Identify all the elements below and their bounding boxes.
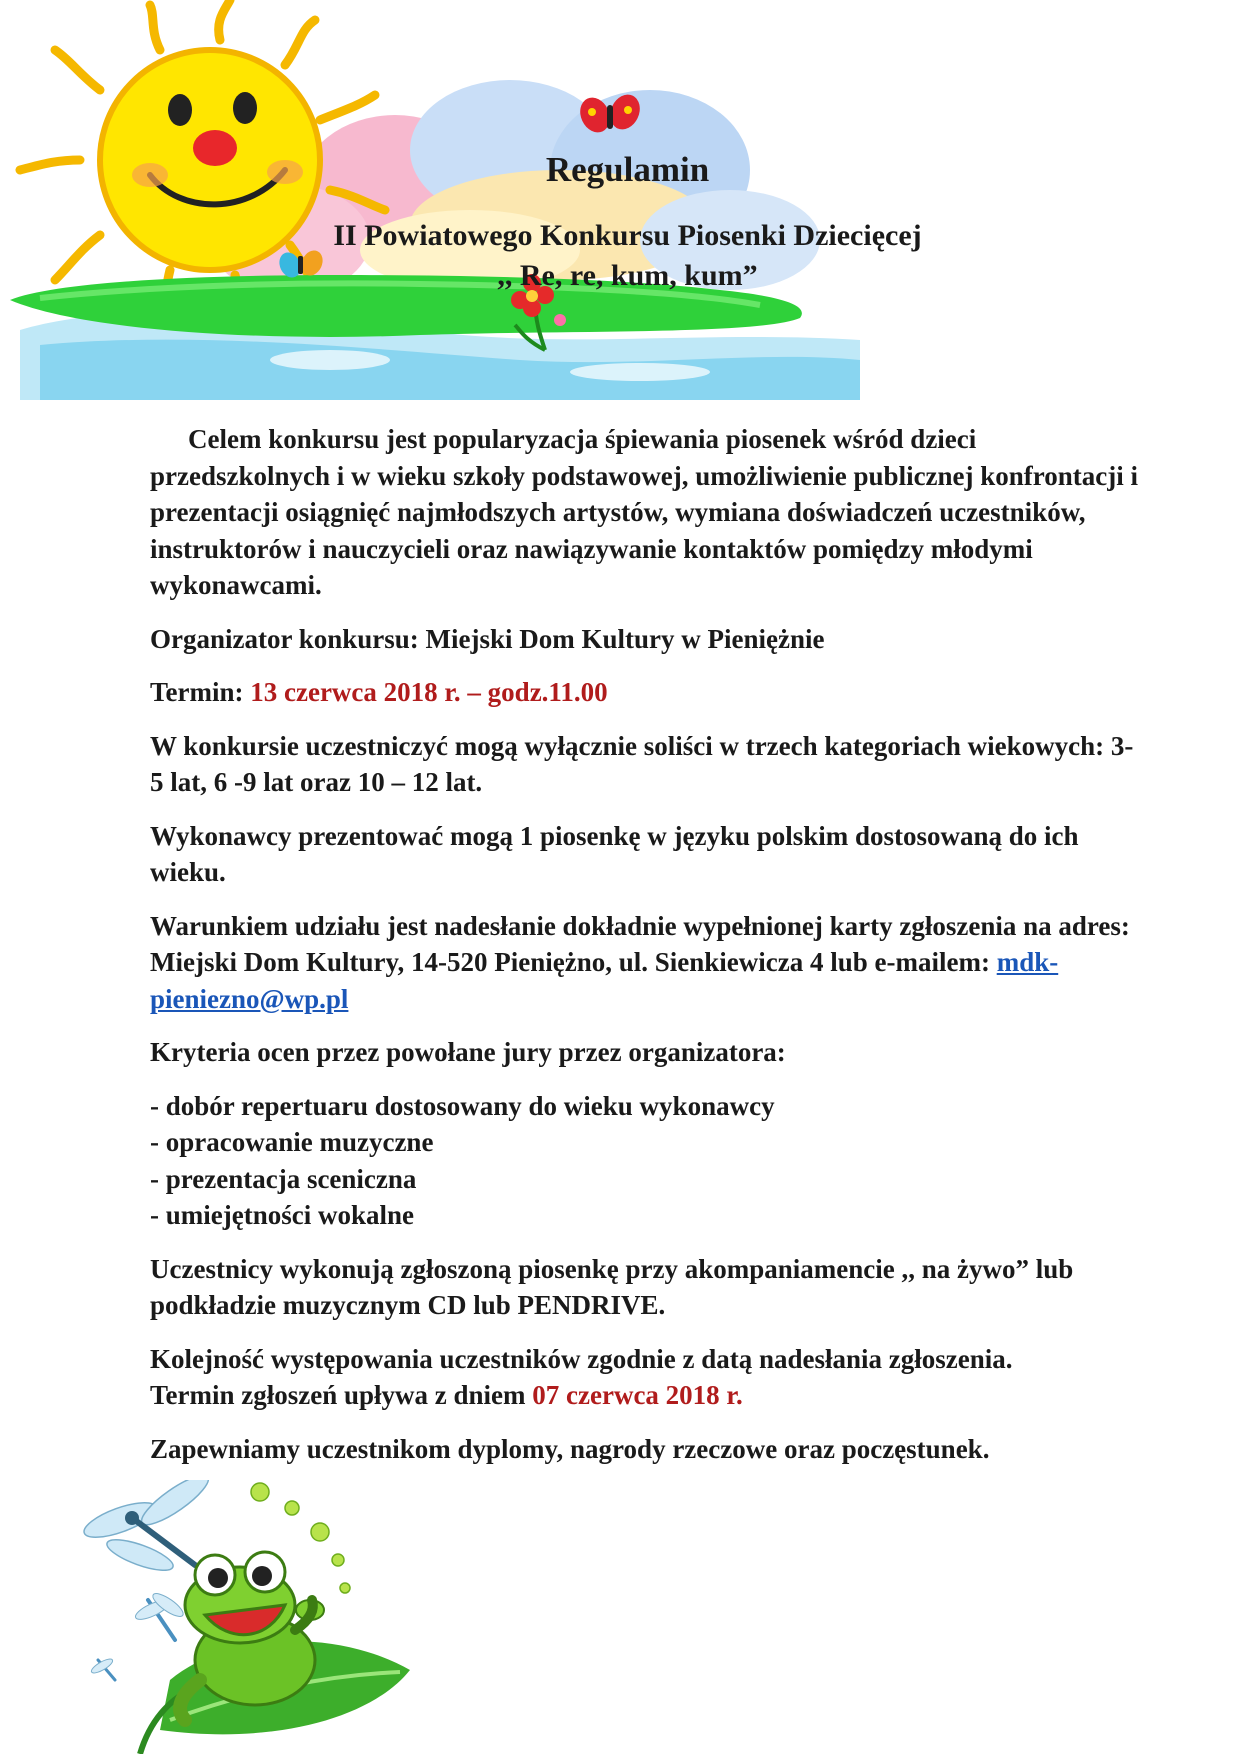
dragonfly-icon: [133, 1590, 186, 1640]
criteria-list: [150, 1088, 1140, 1234]
document-subtitle: [0, 216, 1240, 296]
term-paragraph: [150, 674, 1140, 711]
frog-illustration: [80, 1480, 420, 1754]
subtitle-line-1: II Powiatowego Konkursu Piosenki Dziecięcej: [333, 219, 922, 252]
categories-paragraph: W konkursie uczestniczyć mogą wyłącznie soliści w trzech kategoriach wiekowych: 3-5 lat, 6 -9 lat oraz 10 – 12 lat.: [150, 730, 1134, 797]
document-title: Regulamin: [545, 150, 710, 189]
criteria-item: - prezentacja sceniczna: [150, 1163, 417, 1194]
organizer-paragraph: Organizator konkursu: Miejski Dom Kultury w Pieniężnie: [150, 623, 825, 654]
term-label: Termin:: [150, 677, 251, 707]
criteria-item: - opracowanie muzyczne: [150, 1127, 434, 1157]
rules-content: [150, 421, 1140, 1484]
criteria-intro: Kryteria ocen przez powołane jury przez organizatora:: [150, 1037, 786, 1067]
deadline-label: Termin zgłoszeń upływa z dniem: [150, 1380, 533, 1410]
criteria-item: - dobór repertuaru dostosowany do wieku wykonawcy: [150, 1090, 775, 1121]
prizes-paragraph: Zapewniamy uczestnikom dyplomy, nagrody rzeczowe oraz poczęstunek.: [150, 1433, 990, 1464]
song-paragraph: Wykonawcy prezentować mogą 1 piosenkę w języku polskim dostosowaną do ich wieku.: [150, 820, 1079, 887]
subtitle-line-2: ,, Re, re, kum, kum”: [497, 259, 758, 292]
intro-paragraph: Celem konkursu jest popularyzacja śpiewania piosenek wśród dzieci przedszkolnych i w wieku szkoły podstawowej, umożliwienie publicznej konfrontacji i prezentacji osiągnięć najmłodszych artystów, wymiana doświadczeń uczestników, instruktorów i nauczycieli oraz nawiązywanie kontaktów pomiędzy młodymi wykonawcami.: [150, 424, 1139, 600]
condition-paragraph: [150, 908, 1140, 1018]
deadline-value: 07 czerwca 2018 r.: [532, 1380, 743, 1410]
header-illustration: [0, 0, 860, 400]
order-paragraph: [150, 1341, 1140, 1414]
dragonfly-icon: [80, 1480, 214, 1576]
accompaniment-paragraph: Uczestnicy wykonują zgłoszoną piosenkę przy akompaniamencie ,, na żywo” lub podkładzie muzycznym CD lub PENDRIVE.: [150, 1253, 1074, 1320]
order-text: Kolejność występowania uczestników zgodnie z datą nadesłania zgłoszenia.: [150, 1343, 1013, 1374]
term-value: 13 czerwca 2018 r. – godz.11.00: [250, 677, 608, 707]
condition-text: Warunkiem udziału jest nadesłanie dokładnie wypełnionej karty zgłoszenia na adres: Miejski Dom Kultury, 14-520 Pieniężno, ul. Sienkiewicza 4 lub e-mailem:: [150, 910, 1130, 977]
email-link[interactable]: mdk-pieniezno@wp.pl: [150, 947, 1059, 1014]
dragonfly-icon: [90, 1657, 115, 1680]
criteria-item: - umiejętności wokalne: [150, 1200, 414, 1230]
